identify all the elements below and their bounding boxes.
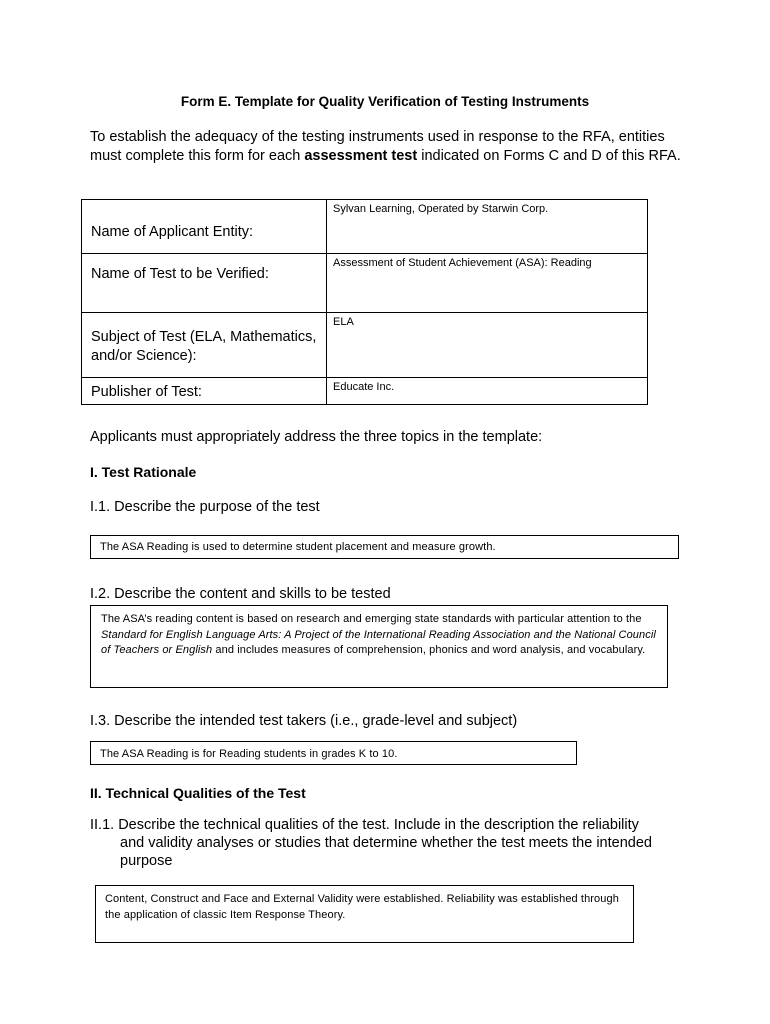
test-subject-value[interactable]: ELA xyxy=(327,313,648,378)
table-row xyxy=(82,200,648,254)
answer-box-2-1[interactable] xyxy=(95,885,634,943)
question-2-1-line2: and validity analyses or studies that determine whether the test meets the intended xyxy=(120,835,652,851)
applicant-entity-label: Name of Applicant Entity: xyxy=(82,200,327,254)
question-1-2: I.2. Describe the content and skills to be tested xyxy=(90,586,391,602)
intro-text-bold: assessment test xyxy=(304,147,418,164)
answer-box-1-3[interactable] xyxy=(90,741,577,765)
question-2-1-line3: purpose xyxy=(120,853,173,869)
table-row xyxy=(82,378,648,405)
test-name-value[interactable]: Assessment of Student Achievement (ASA): Reading xyxy=(327,254,648,313)
section2-heading: II. Technical Qualities of the Test xyxy=(90,785,306,801)
test-subject-label: Subject of Test (ELA, Mathematics, and/or Science): xyxy=(82,313,327,378)
answer-text-1-3: The ASA Reading is for Reading students in grades K to 10. xyxy=(100,748,398,760)
answer-text-2-1: Content, Construct and Face and External Validity were established. Reliability was established through the application of classic Item Response Theory. xyxy=(105,893,619,921)
applicant-entity-value[interactable]: Sylvan Learning, Operated by Starwin Corp. xyxy=(327,200,648,254)
instructions-text: Applicants must appropriately address the three topics in the template: xyxy=(90,429,543,445)
answer-text-1-1: The ASA Reading is used to determine student placement and measure growth. xyxy=(100,541,496,553)
table-row xyxy=(82,254,648,313)
table-row xyxy=(82,313,648,378)
intro-text-end: indicated on Forms C and D of this RFA. xyxy=(417,147,681,164)
answer-box-1-2[interactable] xyxy=(90,605,668,688)
test-name-label: Name of Test to be Verified: xyxy=(82,254,327,313)
form-title: Form E. Template for Quality Verification of Testing Instruments xyxy=(180,94,590,109)
answer-text-1-2-italic: Standard for English Language Arts: A Project of the International Reading Association and the National Council of Teachers or English xyxy=(101,628,656,656)
answer-text-1-2-end: and includes measures of comprehension, phonics and word analysis, and vocabulary. xyxy=(212,644,646,656)
intro-text-start: To establish the adequacy of the testing instruments used in response to the RFA, entities must complete this form for each xyxy=(90,129,665,164)
section1-heading: I. Test Rationale xyxy=(90,464,197,480)
question-1-3: I.3. Describe the intended test takers (i.e., grade-level and subject) xyxy=(90,713,518,729)
answer-text-1-2-start: The ASA’s reading content is based on research and emerging state standards with particular attention to the xyxy=(101,613,642,625)
publisher-label: Publisher of Test: xyxy=(82,378,327,405)
answer-box-1-1[interactable] xyxy=(90,535,679,559)
question-1-1: I.1. Describe the purpose of the test xyxy=(90,499,320,515)
intro-paragraph xyxy=(90,128,690,165)
question-2-1-line1: II.1. Describe the technical qualities of the test. Include in the description the reliability xyxy=(90,817,639,833)
applicant-info-table xyxy=(81,199,648,405)
publisher-value[interactable]: Educate Inc. xyxy=(327,378,648,405)
